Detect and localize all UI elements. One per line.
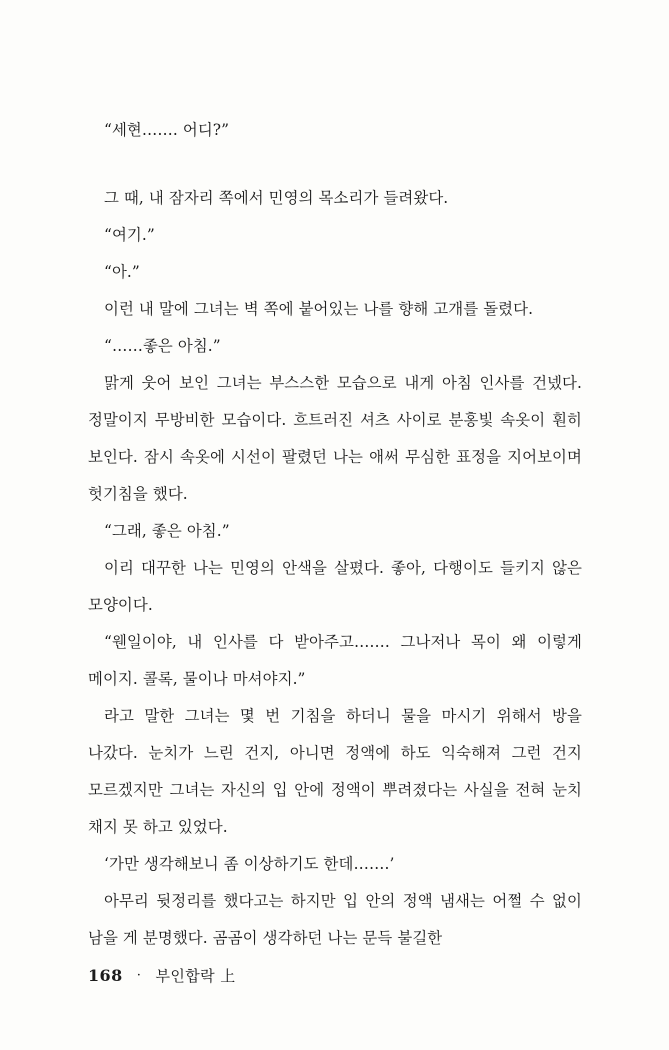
paragraph: 그 때, 내 잠자리 쪽에서 민영의 목소리가 들려왔다. [104,189,449,207]
page-number: 168 [88,966,123,985]
paragraph: “세현……. 어디?” [104,121,230,139]
paragraph: “웬일이야, 내 인사를 다 받아주고……. 그나저나 목이 왜 이렇게 메이지. 콜록, 물이나 마셔야지.” [88,633,582,688]
footer-separator: · [136,968,142,983]
paragraph: 맑게 웃어 보인 그녀는 부스스한 모습으로 내게 아침 인사를 건넸다. 정말이지 무방비한 모습이다. 흐트러진 셔츠 사이로 분홍빛 속옷이 훤히 보인다. 잠시 속옷에 시선이 팔렸던 나는 애써 무심한 표정을 지어보이며 헛기침을 했다. [88,374,582,503]
page-text-column [88,112,582,957]
paragraph: “……좋은 아침.” [104,337,221,355]
paragraph: “그래, 좋은 아침.” [104,522,230,540]
paragraph: ‘가만 생각해보니 좀 이상하기도 한데…….’ [104,855,395,873]
paragraph: 이리 대꾸한 나는 민영의 안색을 살폈다. 좋아, 다행이도 들키지 않은 모양이다. [88,559,582,614]
paragraph: “아.” [104,263,140,281]
paragraph: 이런 내 말에 그녀는 벽 쪽에 붙어있는 나를 향해 고개를 돌렸다. [104,300,534,318]
book-title: 부인합락 上 [155,967,236,985]
page-footer [88,965,582,986]
paragraph: “여기.” [104,226,155,244]
paragraph: 라고 말한 그녀는 몇 번 기침을 하더니 물을 마시기 위해서 방을 나갔다. 눈치가 느린 건지, 아니면 정액에 하도 익숙해져 그런 건지 모르겠지만 그녀는 자신의 입 안에 정액이 뿌려졌다는 사실을 전혀 눈치 채지 못 하고 있었다. [88,707,582,836]
paragraph: 아무리 뒷정리를 했다고는 하지만 입 안의 정액 냄새는 어쩔 수 없이 남을 게 분명했다. 곰곰이 생각하던 나는 문득 불길한 [88,892,582,947]
